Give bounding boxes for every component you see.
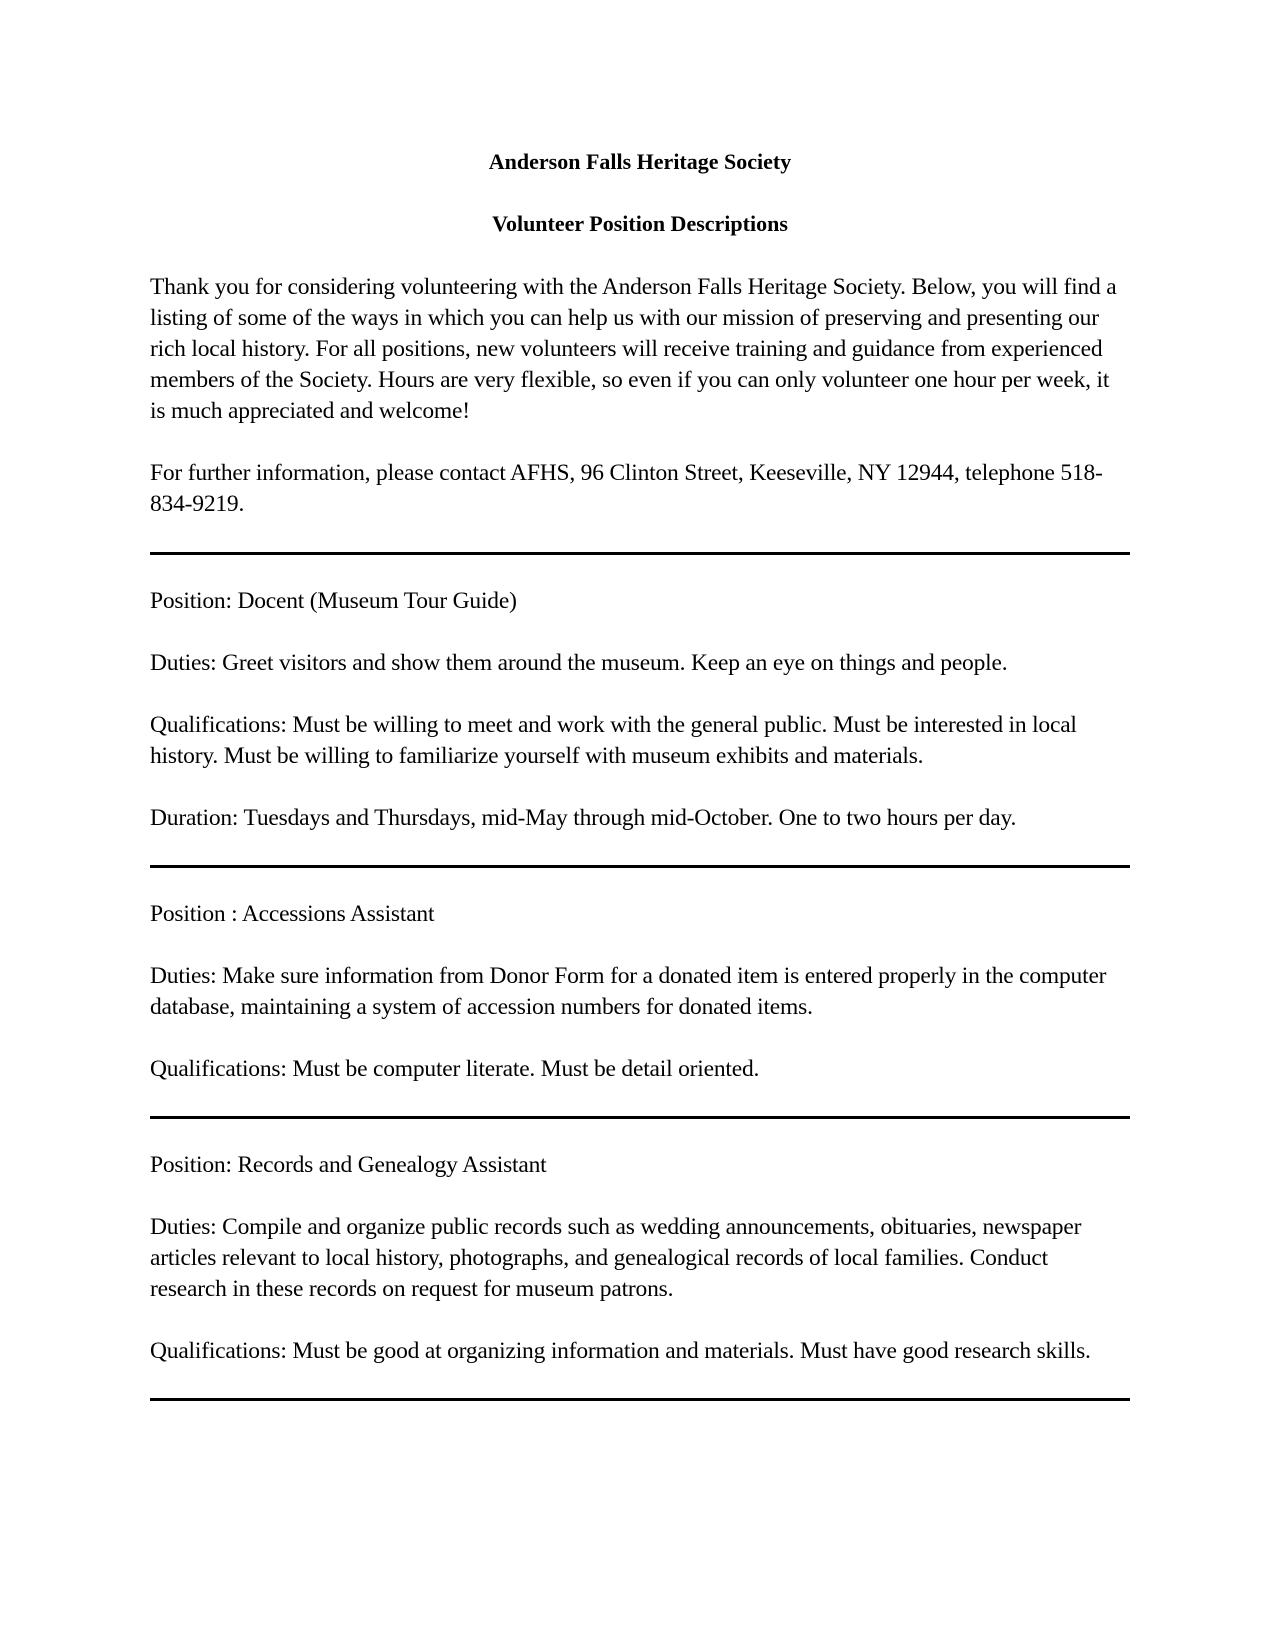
organization-title: Anderson Falls Heritage Society: [488, 149, 792, 174]
position-duties: Duties: Compile and organize public records such as wedding announcements, obituaries, newspaper articles relevant to local history, photographs, and genealogical records of local families. Conduct research in these records on request for museum patrons.: [150, 1214, 1082, 1302]
intro-paragraph: Thank you for considering volunteering with the Anderson Falls Heritage Society. Below, you will find a listing of some of the ways in which you can help us with our mission of preserving and presenting our rich local history. For all positions, new volunteers will receive training and guidance from experienced members of the Society. Hours are very flexible, so even if you can only volunteer one hour per week, it is much appreciated and welcome!: [150, 274, 1117, 424]
section-divider: [150, 865, 1130, 868]
position-title: Position: Docent (Museum Tour Guide): [150, 588, 517, 614]
section-divider: [150, 1398, 1130, 1401]
position-qualifications: Qualifications: Must be good at organizing information and materials. Must have good research skills.: [150, 1338, 1091, 1364]
position-qualifications: Qualifications: Must be willing to meet and work with the general public. Must be interested in local history. Must be willing to familiarize yourself with museum exhibits and materials.: [150, 712, 1077, 769]
position-accessions-assistant: [150, 899, 1130, 1085]
position-duties: Duties: Greet visitors and show them around the museum. Keep an eye on things and people.: [150, 650, 1008, 676]
position-records-genealogy-assistant: [150, 1150, 1130, 1367]
position-docent: [150, 586, 1130, 834]
section-divider: [150, 1116, 1130, 1119]
position-qualifications: Qualifications: Must be computer literate. Must be detail oriented.: [150, 1056, 760, 1082]
document-content: [150, 148, 1130, 1432]
position-title: Position: Records and Genealogy Assistant: [150, 1152, 547, 1178]
section-divider: [150, 552, 1130, 555]
document-subtitle: Volunteer Position Descriptions: [492, 211, 788, 236]
position-duration: Duration: Tuesdays and Thursdays, mid-May through mid-October. One to two hours per day.: [150, 805, 1017, 831]
contact-paragraph: For further information, please contact AFHS, 96 Clinton Street, Keeseville, NY 12944, telephone 518-834-9219.: [150, 460, 1103, 517]
position-title: Position : Accessions Assistant: [150, 901, 435, 927]
position-duties: Duties: Make sure information from Donor Form for a donated item is entered properly in the computer database, maintaining a system of accession numbers for donated items.: [150, 963, 1107, 1020]
